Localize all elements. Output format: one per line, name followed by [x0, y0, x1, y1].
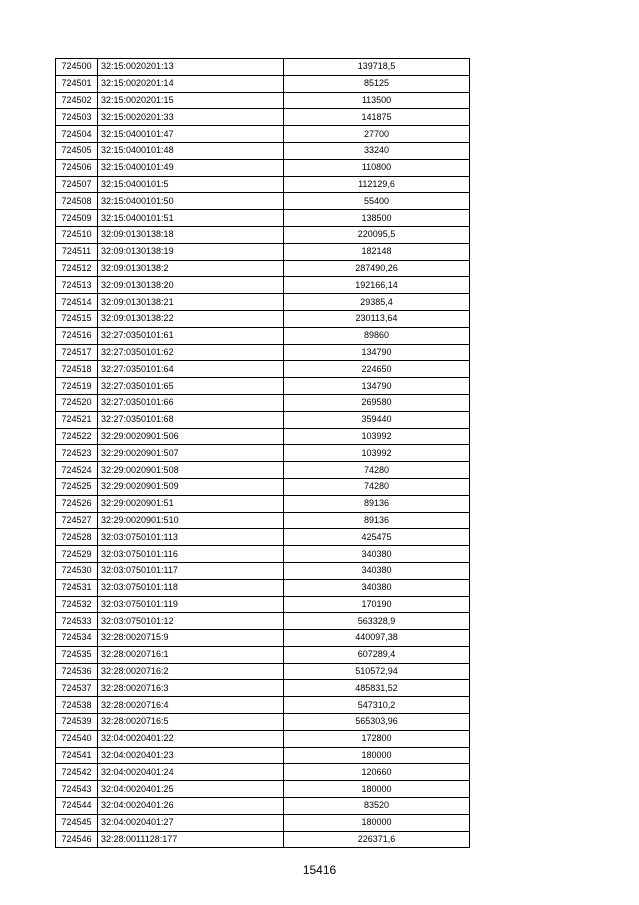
cadastral-number-cell: 32:04:0020401:22: [98, 730, 284, 747]
value-cell: 33240: [284, 142, 470, 159]
table-row: [56, 596, 470, 613]
table-row: [56, 159, 470, 176]
value-cell: 103992: [284, 445, 470, 462]
cadastral-number-cell: 32:28:0020716:4: [98, 697, 284, 714]
row-id-cell: 724523: [56, 445, 98, 462]
row-id-cell: 724505: [56, 142, 98, 159]
row-id-cell: 724526: [56, 495, 98, 512]
row-id-cell: 724521: [56, 411, 98, 428]
value-cell: 83520: [284, 798, 470, 815]
row-id-cell: 724512: [56, 260, 98, 277]
table-row: [56, 411, 470, 428]
cadastral-number-cell: 32:04:0020401:25: [98, 781, 284, 798]
value-cell: 74280: [284, 478, 470, 495]
page-number: 15416: [302, 863, 337, 877]
value-cell: 134790: [284, 378, 470, 395]
row-id-cell: 724535: [56, 646, 98, 663]
cadastral-number-cell: 32:15:0400101:49: [98, 159, 284, 176]
table-row: [56, 193, 470, 210]
value-cell: 192166,14: [284, 277, 470, 294]
table-row: [56, 730, 470, 747]
value-cell: 547310,2: [284, 697, 470, 714]
table-row: [56, 512, 470, 529]
cadastral-number-cell: 32:15:0400101:47: [98, 126, 284, 143]
cadastral-number-cell: 32:29:0020901:510: [98, 512, 284, 529]
cadastral-number-cell: 32:15:0020201:15: [98, 92, 284, 109]
cadastral-number-cell: 32:04:0020401:26: [98, 798, 284, 815]
value-cell: 112129,6: [284, 176, 470, 193]
cadastral-number-cell: 32:15:0400101:51: [98, 210, 284, 227]
row-id-cell: 724519: [56, 378, 98, 395]
row-id-cell: 724514: [56, 294, 98, 311]
value-cell: 510572,94: [284, 663, 470, 680]
cadastral-number-cell: 32:09:0130138:2: [98, 260, 284, 277]
value-cell: 74280: [284, 462, 470, 479]
table-row: [56, 176, 470, 193]
table-row: [56, 445, 470, 462]
cadastral-number-cell: 32:04:0020401:27: [98, 814, 284, 831]
table-row: [56, 142, 470, 159]
cadastral-number-cell: 32:15:0400101:48: [98, 142, 284, 159]
cadastral-number-cell: 32:03:0750101:12: [98, 613, 284, 630]
value-cell: 607289,4: [284, 646, 470, 663]
table-row: [56, 697, 470, 714]
cadastral-number-cell: 32:09:0130138:18: [98, 226, 284, 243]
row-id-cell: 724504: [56, 126, 98, 143]
row-id-cell: 724510: [56, 226, 98, 243]
table-row: [56, 260, 470, 277]
row-id-cell: 724508: [56, 193, 98, 210]
cadastral-number-cell: 32:15:0020201:14: [98, 75, 284, 92]
row-id-cell: 724544: [56, 798, 98, 815]
value-cell: 89860: [284, 327, 470, 344]
row-id-cell: 724516: [56, 327, 98, 344]
value-cell: 180000: [284, 747, 470, 764]
table-row: [56, 831, 470, 848]
row-id-cell: 724538: [56, 697, 98, 714]
row-id-cell: 724529: [56, 546, 98, 563]
row-id-cell: 724501: [56, 75, 98, 92]
table-row: [56, 781, 470, 798]
value-cell: 89136: [284, 512, 470, 529]
table-row: [56, 680, 470, 697]
table-body: [56, 59, 470, 848]
cadastral-number-cell: 32:03:0750101:119: [98, 596, 284, 613]
row-id-cell: 724543: [56, 781, 98, 798]
row-id-cell: 724542: [56, 764, 98, 781]
row-id-cell: 724546: [56, 831, 98, 848]
cadastral-number-cell: 32:27:0350101:65: [98, 378, 284, 395]
table-row: [56, 394, 470, 411]
table-row: [56, 495, 470, 512]
cadastral-number-cell: 32:29:0020901:506: [98, 428, 284, 445]
table-row: [56, 327, 470, 344]
value-cell: 55400: [284, 193, 470, 210]
cadastral-number-cell: 32:28:0020716:1: [98, 646, 284, 663]
row-id-cell: 724533: [56, 613, 98, 630]
row-id-cell: 724518: [56, 361, 98, 378]
row-id-cell: 724509: [56, 210, 98, 227]
table-row: [56, 109, 470, 126]
table-row: [56, 462, 470, 479]
table-row: [56, 814, 470, 831]
value-cell: 103992: [284, 428, 470, 445]
value-cell: 340380: [284, 579, 470, 596]
value-cell: 565303,96: [284, 714, 470, 731]
cadastral-number-cell: 32:27:0350101:61: [98, 327, 284, 344]
cadastral-number-cell: 32:03:0750101:117: [98, 562, 284, 579]
cadastral-number-cell: 32:27:0350101:68: [98, 411, 284, 428]
cadastral-number-cell: 32:09:0130138:22: [98, 310, 284, 327]
table-row: [56, 361, 470, 378]
value-cell: 139718,5: [284, 59, 470, 76]
table-row: [56, 663, 470, 680]
row-id-cell: 724511: [56, 243, 98, 260]
row-id-cell: 724506: [56, 159, 98, 176]
row-id-cell: 724528: [56, 529, 98, 546]
table-row: [56, 630, 470, 647]
cadastral-number-cell: 32:09:0130138:19: [98, 243, 284, 260]
cadastral-number-cell: 32:15:0400101:5: [98, 176, 284, 193]
value-cell: 138500: [284, 210, 470, 227]
table-row: [56, 714, 470, 731]
table-row: [56, 344, 470, 361]
cadastral-number-cell: 32:03:0750101:118: [98, 579, 284, 596]
row-id-cell: 724503: [56, 109, 98, 126]
value-cell: 340380: [284, 546, 470, 563]
cadastral-number-cell: 32:28:0020715:9: [98, 630, 284, 647]
row-id-cell: 724534: [56, 630, 98, 647]
table-row: [56, 243, 470, 260]
table-row: [56, 310, 470, 327]
table-row: [56, 478, 470, 495]
value-cell: 29385,4: [284, 294, 470, 311]
value-cell: 563328,9: [284, 613, 470, 630]
value-cell: 224650: [284, 361, 470, 378]
row-id-cell: 724530: [56, 562, 98, 579]
table-row: [56, 562, 470, 579]
value-cell: 120660: [284, 764, 470, 781]
cadastral-number-cell: 32:29:0020901:509: [98, 478, 284, 495]
cadastral-number-cell: 32:04:0020401:23: [98, 747, 284, 764]
value-cell: 182148: [284, 243, 470, 260]
data-table: [55, 58, 470, 848]
row-id-cell: 724539: [56, 714, 98, 731]
cadastral-number-cell: 32:27:0350101:66: [98, 394, 284, 411]
row-id-cell: 724524: [56, 462, 98, 479]
table-row: [56, 226, 470, 243]
value-cell: 134790: [284, 344, 470, 361]
cadastral-number-cell: 32:09:0130138:21: [98, 294, 284, 311]
table-row: [56, 126, 470, 143]
row-id-cell: 724540: [56, 730, 98, 747]
row-id-cell: 724502: [56, 92, 98, 109]
row-id-cell: 724513: [56, 277, 98, 294]
cadastral-number-cell: 32:03:0750101:116: [98, 546, 284, 563]
cadastral-number-cell: 32:28:0020716:5: [98, 714, 284, 731]
value-cell: 269580: [284, 394, 470, 411]
row-id-cell: 724517: [56, 344, 98, 361]
cadastral-number-cell: 32:29:0020901:51: [98, 495, 284, 512]
table-row: [56, 529, 470, 546]
row-id-cell: 724536: [56, 663, 98, 680]
value-cell: 110800: [284, 159, 470, 176]
table-row: [56, 646, 470, 663]
row-id-cell: 724531: [56, 579, 98, 596]
row-id-cell: 724522: [56, 428, 98, 445]
table-row: [56, 613, 470, 630]
row-id-cell: 724500: [56, 59, 98, 76]
cadastral-number-cell: 32:29:0020901:507: [98, 445, 284, 462]
value-cell: 340380: [284, 562, 470, 579]
value-cell: 226371,6: [284, 831, 470, 848]
value-cell: 485831,52: [284, 680, 470, 697]
value-cell: 220095,5: [284, 226, 470, 243]
row-id-cell: 724545: [56, 814, 98, 831]
cadastral-number-cell: 32:15:0020201:33: [98, 109, 284, 126]
value-cell: 287490,26: [284, 260, 470, 277]
value-cell: 85125: [284, 75, 470, 92]
value-cell: 141875: [284, 109, 470, 126]
row-id-cell: 724507: [56, 176, 98, 193]
cadastral-number-cell: 32:28:0020716:2: [98, 663, 284, 680]
table-row: [56, 92, 470, 109]
value-cell: 230113,64: [284, 310, 470, 327]
table-row: [56, 747, 470, 764]
row-id-cell: 724525: [56, 478, 98, 495]
cadastral-number-cell: 32:04:0020401:24: [98, 764, 284, 781]
value-cell: 180000: [284, 781, 470, 798]
row-id-cell: 724532: [56, 596, 98, 613]
cadastral-number-cell: 32:29:0020901:508: [98, 462, 284, 479]
table-row: [56, 210, 470, 227]
table-row: [56, 294, 470, 311]
table-row: [56, 378, 470, 395]
value-cell: 440097,38: [284, 630, 470, 647]
row-id-cell: 724537: [56, 680, 98, 697]
value-cell: 359440: [284, 411, 470, 428]
value-cell: 425475: [284, 529, 470, 546]
table-row: [56, 59, 470, 76]
cadastral-number-cell: 32:09:0130138:20: [98, 277, 284, 294]
cadastral-number-cell: 32:28:0020716:3: [98, 680, 284, 697]
table-row: [56, 75, 470, 92]
cadastral-number-cell: 32:03:0750101:113: [98, 529, 284, 546]
cadastral-number-cell: 32:15:0020201:13: [98, 59, 284, 76]
cadastral-number-cell: 32:27:0350101:64: [98, 361, 284, 378]
cadastral-number-cell: 32:27:0350101:62: [98, 344, 284, 361]
table-row: [56, 579, 470, 596]
row-id-cell: 724541: [56, 747, 98, 764]
table-row: [56, 764, 470, 781]
value-cell: 113500: [284, 92, 470, 109]
value-cell: 172800: [284, 730, 470, 747]
table-row: [56, 546, 470, 563]
value-cell: 180000: [284, 814, 470, 831]
table-row: [56, 798, 470, 815]
row-id-cell: 724527: [56, 512, 98, 529]
row-id-cell: 724515: [56, 310, 98, 327]
table-row: [56, 277, 470, 294]
cadastral-number-cell: 32:28:0011128:177: [98, 831, 284, 848]
value-cell: 170190: [284, 596, 470, 613]
table-row: [56, 428, 470, 445]
cadastral-number-cell: 32:15:0400101:50: [98, 193, 284, 210]
row-id-cell: 724520: [56, 394, 98, 411]
value-cell: 89136: [284, 495, 470, 512]
value-cell: 27700: [284, 126, 470, 143]
